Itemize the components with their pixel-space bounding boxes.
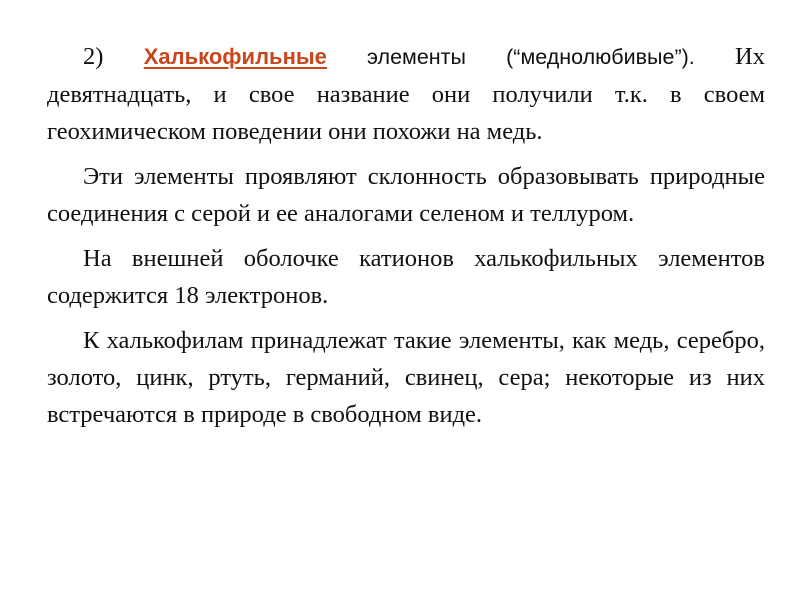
paragraph-element-list: К халькофилам принадлежат такие элементы, как медь, серебро, золото, цинк, ртуть, германий, свинец, сера; некоторые из них встречаются в природе в свободном виде. [47, 327, 765, 428]
item-number: 2) [83, 43, 144, 70]
paragraph-properties: Эти элементы проявляют склонность образовывать природные соединения с серой и ее аналогами селеном и теллуром. [47, 163, 765, 227]
paragraph-definition [47, 38, 765, 150]
paragraph-electrons: На внешней оболочке катионов халькофильных элементов содержится 18 электронов. [47, 245, 765, 309]
highlighted-term: Халькофильные [143, 44, 327, 69]
slide-body [47, 38, 765, 441]
definition-text: Их девятнадцать, и свое название они получили т.к. в своем геохимическом поведении они похожи на медь. [47, 43, 765, 145]
term-description: элементы (“меднолюбивые”). [326, 45, 695, 69]
